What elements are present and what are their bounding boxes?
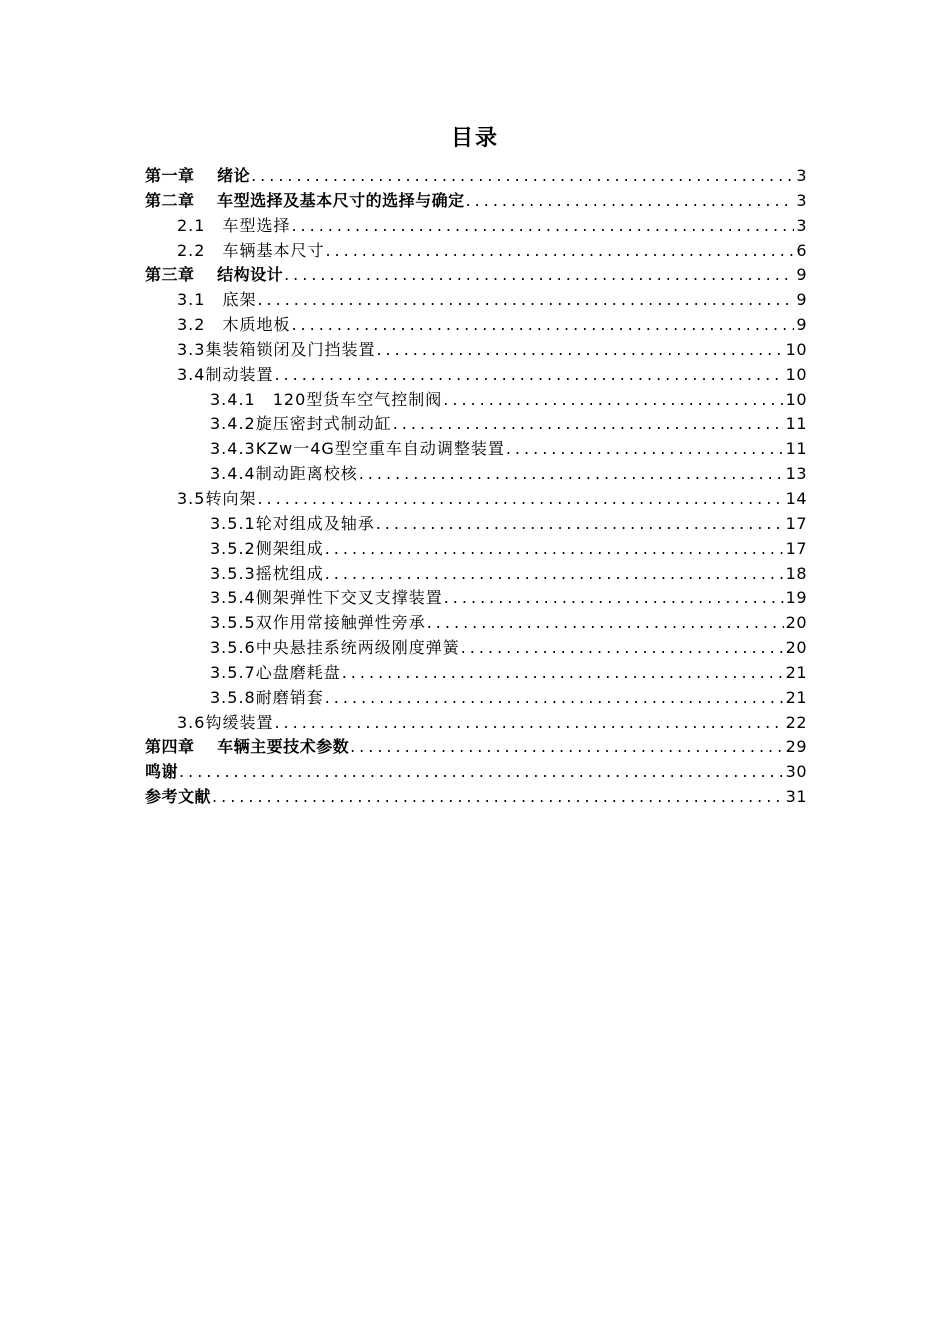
toc-entry[interactable] xyxy=(145,586,807,611)
toc-entry[interactable] xyxy=(145,562,807,587)
toc-entry-page-number: 20 xyxy=(785,613,807,633)
toc-entry[interactable] xyxy=(145,214,807,239)
toc-dot-leader xyxy=(444,586,784,610)
toc-entry-label: 第二章 车型选择及基本尺寸的选择与确定 xyxy=(145,190,465,210)
toc-entry-label: 3.2 木质地板 xyxy=(177,315,291,335)
toc-entry-label: 3.5.4侧架弹性下交叉支撑装置 xyxy=(210,588,443,608)
toc-entry[interactable] xyxy=(145,363,807,388)
toc-dot-leader xyxy=(274,711,783,735)
toc-entry[interactable] xyxy=(145,661,807,686)
toc-dot-leader xyxy=(376,512,784,536)
toc-entry-label: 2.2 车辆基本尺寸 xyxy=(177,240,325,260)
toc-entry[interactable] xyxy=(145,239,807,264)
toc-entry-label: 3.5.5双作用常接触弹性旁承 xyxy=(210,613,426,633)
toc-entry-page-number: 31 xyxy=(785,787,807,807)
toc-entry-page-number: 17 xyxy=(785,513,807,533)
toc-entry[interactable] xyxy=(145,760,807,785)
toc-entry-label: 参考文献 xyxy=(145,787,212,807)
toc-entry[interactable] xyxy=(145,338,807,363)
toc-dot-leader xyxy=(251,164,794,188)
toc-entry-page-number: 21 xyxy=(785,687,807,707)
toc-entry-label: 3.6钩缓装置 xyxy=(177,712,274,732)
toc-dot-leader xyxy=(291,214,794,238)
toc-entry[interactable] xyxy=(145,437,807,462)
toc-entry-label: 3.5.2侧架组成 xyxy=(210,538,324,558)
toc-entry-label: 3.1 底架 xyxy=(177,290,257,310)
toc-entry-label: 3.5转向架 xyxy=(177,488,257,508)
toc-entry[interactable] xyxy=(145,636,807,661)
toc-entry-label: 3.4制动装置 xyxy=(177,364,274,384)
toc-entry-page-number: 19 xyxy=(785,588,807,608)
toc-dot-leader xyxy=(427,611,784,635)
toc-entry-page-number: 11 xyxy=(785,439,807,459)
toc-entry[interactable] xyxy=(145,785,807,810)
toc-entry-page-number: 18 xyxy=(785,563,807,583)
toc-entry-page-number: 11 xyxy=(785,414,807,434)
toc-entry-page-number: 10 xyxy=(785,364,807,384)
toc-dot-leader xyxy=(325,686,784,710)
toc-entry-label: 3.5.6中央悬挂系统两级刚度弹簧 xyxy=(210,638,460,658)
toc-entry[interactable] xyxy=(145,313,807,338)
toc-entry-page-number: 30 xyxy=(785,762,807,782)
toc-entry-page-number: 10 xyxy=(785,339,807,359)
toc-entry[interactable] xyxy=(145,686,807,711)
toc-dot-leader xyxy=(466,189,795,213)
toc-entry[interactable] xyxy=(145,189,807,214)
toc-entry-label: 3.4.1 120型货车空气控制阀 xyxy=(210,389,443,409)
toc-entry-label: 3.5.1轮对组成及轴承 xyxy=(210,513,375,533)
toc-entry[interactable] xyxy=(145,537,807,562)
toc-entry-label: 第一章 绪论 xyxy=(145,166,251,185)
toc-entry-page-number: 21 xyxy=(785,662,807,682)
toc-dot-leader xyxy=(179,760,784,784)
toc-dot-leader xyxy=(325,239,794,263)
toc-entry-page-number: 20 xyxy=(785,638,807,658)
toc-entry[interactable] xyxy=(145,611,807,636)
toc-entry[interactable] xyxy=(145,462,807,487)
toc-entry-label: 3.5.7心盘磨耗盘 xyxy=(210,662,341,682)
toc-entry-page-number: 29 xyxy=(785,737,807,757)
toc-entry-page-number: 6 xyxy=(796,240,807,260)
toc-entry[interactable] xyxy=(145,388,807,413)
toc-dot-leader xyxy=(376,338,783,362)
toc-dot-leader xyxy=(212,785,784,809)
toc-entry[interactable] xyxy=(145,412,807,437)
toc-entry[interactable] xyxy=(145,512,807,537)
toc-entry-label: 3.4.3KZw一4G型空重车自动调整装置 xyxy=(210,439,505,459)
toc-dot-leader xyxy=(274,363,783,387)
toc-entry[interactable] xyxy=(145,164,807,189)
table-of-contents xyxy=(145,164,807,810)
toc-entry-page-number: 10 xyxy=(785,389,807,409)
toc-entry-label: 第四章 车辆主要技术参数 xyxy=(145,737,350,757)
toc-entry-page-number: 13 xyxy=(785,464,807,484)
toc-entry-page-number: 9 xyxy=(796,315,807,335)
toc-entry[interactable] xyxy=(145,711,807,736)
toc-entry[interactable] xyxy=(145,263,807,288)
toc-entry-page-number: 3 xyxy=(796,190,807,210)
toc-dot-leader xyxy=(325,562,784,586)
toc-dot-leader xyxy=(257,487,783,511)
toc-entry-label: 2.1 车型选择 xyxy=(177,215,291,235)
toc-dot-leader xyxy=(325,537,784,561)
toc-entry-label: 3.4.4制动距离校核 xyxy=(210,464,358,484)
toc-entry-page-number: 14 xyxy=(785,488,807,508)
toc-entry-label: 3.3集装箱锁闭及门挡装置 xyxy=(177,339,376,359)
toc-dot-leader xyxy=(506,437,784,461)
toc-entry-label: 第三章 结构设计 xyxy=(145,265,284,285)
toc-dot-leader xyxy=(284,263,794,287)
toc-entry[interactable] xyxy=(145,288,807,313)
toc-dot-leader xyxy=(461,636,784,660)
toc-dot-leader xyxy=(257,288,794,312)
toc-entry[interactable] xyxy=(145,735,807,760)
toc-entry-label: 3.5.8耐磨销套 xyxy=(210,687,324,707)
toc-entry-page-number: 3 xyxy=(796,215,807,235)
toc-title: 目录 xyxy=(450,126,499,151)
toc-entry-page-number: 9 xyxy=(796,265,807,285)
toc-entry-label: 3.5.3摇枕组成 xyxy=(210,563,324,583)
toc-dot-leader xyxy=(291,313,794,337)
toc-entry-page-number: 3 xyxy=(796,166,807,185)
toc-dot-leader xyxy=(359,462,784,486)
toc-dot-leader xyxy=(350,735,784,759)
toc-dot-leader xyxy=(342,661,784,685)
toc-entry-label: 3.4.2旋压密封式制动缸 xyxy=(210,414,392,434)
toc-entry-page-number: 9 xyxy=(796,290,807,310)
toc-dot-leader xyxy=(443,388,783,412)
toc-entry[interactable] xyxy=(145,487,807,512)
toc-dot-leader xyxy=(393,412,784,436)
toc-entry-page-number: 17 xyxy=(785,538,807,558)
toc-entry-label: 鸣谢 xyxy=(145,762,179,782)
toc-entry-page-number: 22 xyxy=(785,712,807,732)
